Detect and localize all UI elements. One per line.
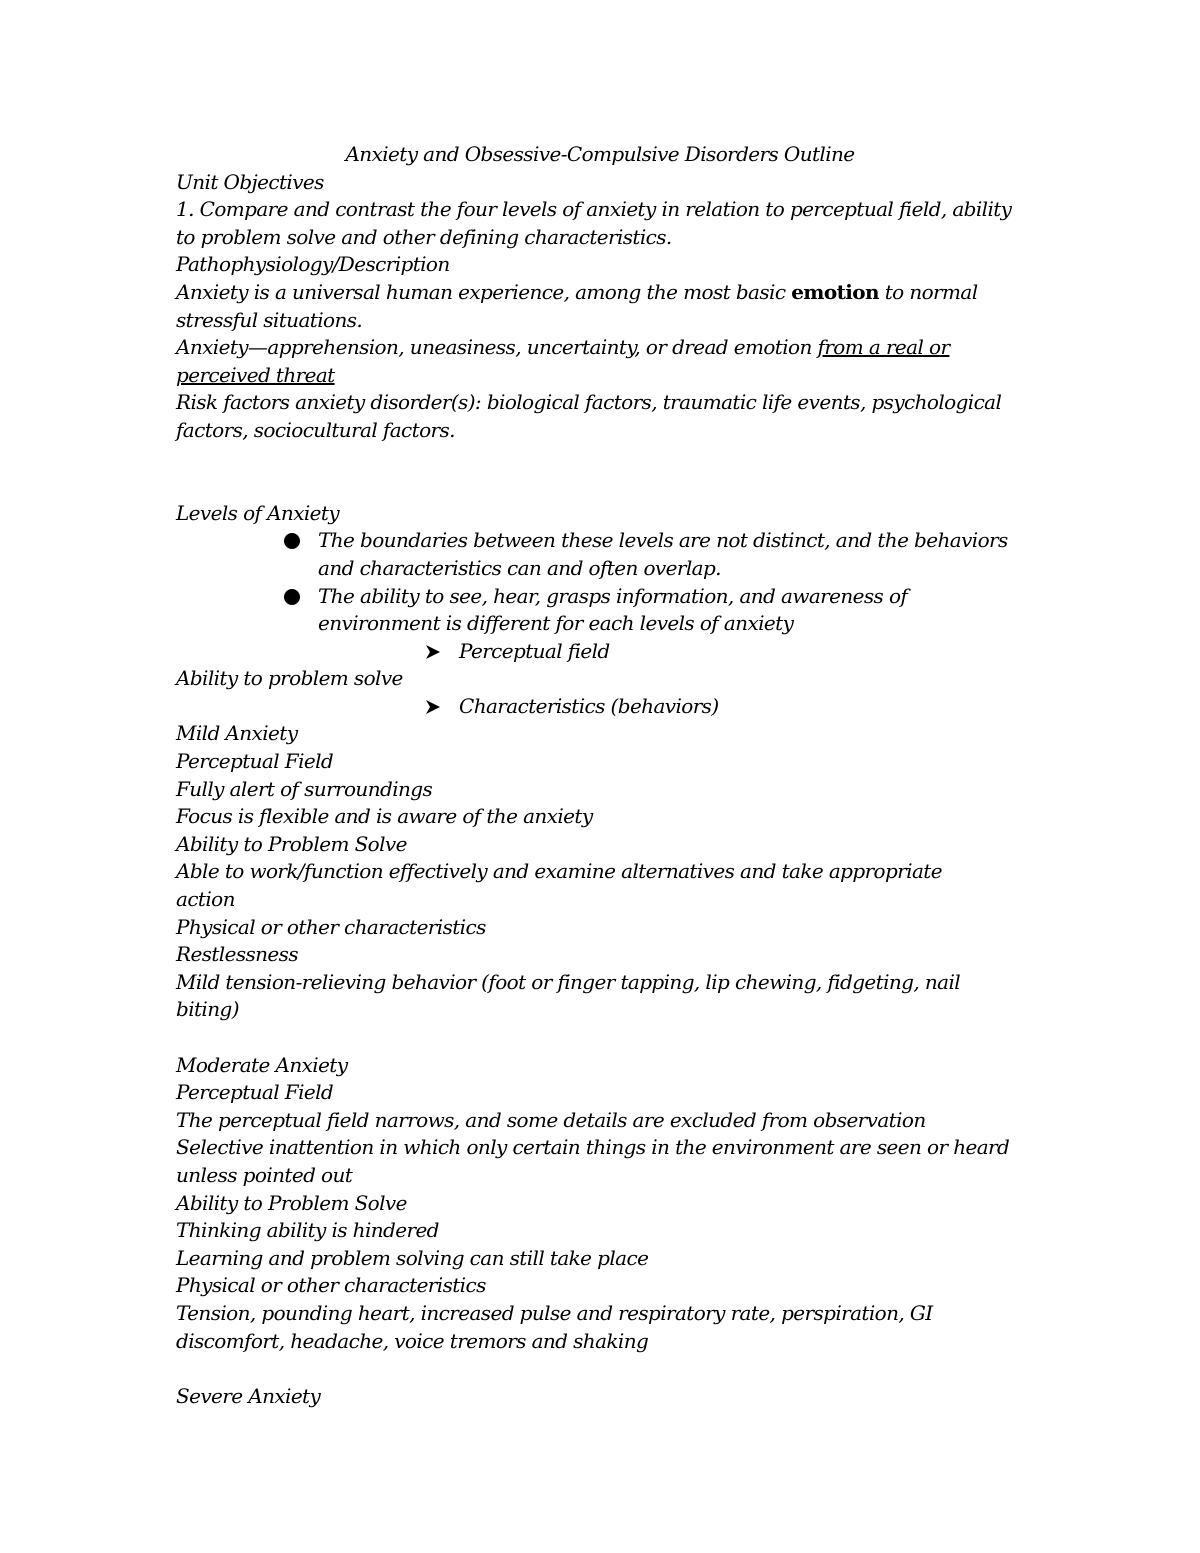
moderate-characteristics-heading: Physical or other characteristics bbox=[176, 1273, 486, 1298]
patho-heading: Pathophysiology/Description bbox=[176, 252, 450, 277]
document-body bbox=[176, 141, 1036, 1410]
mild-ps-item-1-line-1: Able to work/function effectively and examine alternatives and take appropriate bbox=[176, 859, 942, 884]
spacer bbox=[176, 445, 1036, 473]
mild-pc-item-1: Restlessness bbox=[176, 942, 298, 967]
moderate-pf-item-2-line-2: unless pointed out bbox=[176, 1162, 353, 1187]
patho-paragraph-2-line-1 bbox=[176, 334, 1036, 362]
threat-underlined-text-cont: perceived threat bbox=[176, 362, 335, 387]
patho-p1-text-after: to normal bbox=[878, 279, 978, 304]
emotion-bold-text: emotion bbox=[791, 279, 879, 304]
moderate-ps-item-2: Learning and problem solving can still take place bbox=[176, 1245, 649, 1270]
spacer bbox=[176, 1355, 1036, 1383]
mild-pf-item-2: Focus is flexible and is aware of the anxiety bbox=[176, 804, 593, 829]
mild-heading: Mild Anxiety bbox=[176, 721, 298, 746]
bullet-dot-icon bbox=[284, 533, 300, 549]
mild-perceptual-field-heading: Perceptual Field bbox=[176, 749, 334, 774]
levels-subitem-characteristics bbox=[176, 693, 1036, 721]
document-title: Anxiety and Obsessive-Compulsive Disorders Outline bbox=[345, 142, 855, 166]
levels-subitem-perceptual-field bbox=[176, 638, 1036, 666]
threat-underlined-text: from a real or bbox=[817, 335, 950, 360]
moderate-pf-item-2-line-1: Selective inattention in which only certain things in the environment are seen or heard bbox=[176, 1135, 1010, 1160]
arrowhead-bullet-icon bbox=[425, 699, 441, 715]
moderate-pc-item-1-line-2: discomfort, headache, voice tremors and shaking bbox=[176, 1328, 649, 1353]
mild-pf-item-1: Fully alert of surroundings bbox=[176, 776, 433, 801]
patho-paragraph-2-line-2 bbox=[176, 362, 1036, 390]
moderate-problem-solve-heading: Ability to Problem Solve bbox=[176, 1190, 407, 1215]
patho-paragraph-1-line-2: stressful situations. bbox=[176, 307, 363, 332]
mild-pc-item-2-line-1: Mild tension-relieving behavior (foot or finger tapping, lip chewing, fidgeting, nail bbox=[176, 969, 961, 994]
spacer bbox=[176, 1024, 1036, 1052]
moderate-pf-item-1: The perceptual field narrows, and some details are excluded from observation bbox=[176, 1107, 926, 1132]
levels-bullet-2-line-1: The ability to see, hear, grasps information, and awareness of bbox=[318, 583, 908, 608]
moderate-heading: Moderate Anxiety bbox=[176, 1052, 348, 1077]
risk-factors-line-1: Risk factors anxiety disorder(s): biological factors, traumatic life events, psychological bbox=[176, 390, 1002, 415]
subitem-label: Perceptual field bbox=[459, 638, 610, 663]
objectives-heading: Unit Objectives bbox=[176, 169, 324, 194]
patho-p1-text: Anxiety is a universal human experience, among the most basic bbox=[176, 279, 792, 304]
arrowhead-bullet-icon bbox=[425, 644, 441, 660]
mild-problem-solve-heading: Ability to Problem Solve bbox=[176, 831, 407, 856]
levels-bullet-1-line-1: The boundaries between these levels are not distinct, and the behaviors bbox=[318, 528, 1008, 553]
levels-heading: Levels of Anxiety bbox=[176, 500, 340, 525]
spacer bbox=[176, 472, 1036, 500]
objective-1-line-1: 1. Compare and contrast the four levels of anxiety in relation to perceptual field, ability bbox=[176, 197, 1012, 222]
subitem-label: Characteristics (behaviors) bbox=[459, 693, 719, 718]
levels-between-text: Ability to problem solve bbox=[176, 666, 403, 691]
moderate-ps-item-1: Thinking ability is hindered bbox=[176, 1218, 439, 1243]
moderate-pc-item-1-line-1: Tension, pounding heart, increased pulse and respiratory rate, perspiration, GI bbox=[176, 1300, 933, 1325]
risk-factors-line-2: factors, sociocultural factors. bbox=[176, 417, 455, 442]
mild-ps-item-1-line-2: action bbox=[176, 887, 235, 912]
mild-characteristics-heading: Physical or other characteristics bbox=[176, 914, 486, 939]
objective-1-line-2: to problem solve and other defining characteristics. bbox=[176, 224, 672, 249]
mild-pc-item-2-line-2: biting) bbox=[176, 997, 239, 1022]
levels-bullet-2-cont: environment is different for each levels of anxiety bbox=[318, 611, 794, 636]
patho-p2-text: Anxiety—apprehension, uneasiness, uncertainty, or dread emotion bbox=[176, 335, 818, 360]
levels-bullet-1-cont: and characteristics can and often overlap. bbox=[318, 555, 721, 580]
levels-bullet-1 bbox=[176, 527, 1036, 555]
levels-bullet-2 bbox=[176, 583, 1036, 611]
moderate-perceptual-field-heading: Perceptual Field bbox=[176, 1080, 334, 1105]
patho-paragraph-1-line-1 bbox=[176, 279, 1036, 307]
bullet-dot-icon bbox=[284, 589, 300, 605]
severe-heading: Severe Anxiety bbox=[176, 1383, 321, 1408]
